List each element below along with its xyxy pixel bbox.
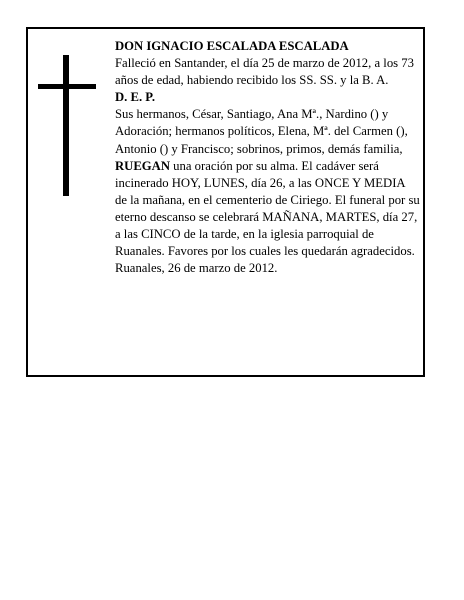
death-statement: Falleció en Santander, el día 25 de marzo de 2012, a los 73 años de edad, habiendo recibido los SS. SS. y la B. A. xyxy=(115,56,414,88)
rip-abbreviation: D. E. P. xyxy=(115,90,156,105)
family-list: Sus hermanos, César, Santiago, Ana Mª., Nardino () y Adoración; hermanos políticos, Elena, Mª. del Carmen (), Antonio () y Francisco; sobrinos, primos, demás familia, xyxy=(115,107,408,156)
request-verb: RUEGAN xyxy=(115,158,170,173)
deceased-name: DON IGNACIO ESCALADA ESCALADA xyxy=(115,39,349,53)
cross-horizontal-bar xyxy=(38,84,96,89)
obituary-text xyxy=(115,38,420,277)
request-paragraph xyxy=(115,158,420,261)
place-date: Ruanales, 26 de marzo de 2012. xyxy=(115,261,278,276)
request-details: una oración por su alma. El cadáver será incinerado HOY, LUNES, día 26, a las ONCE Y MEDIA de la mañana, en el cementerio de Ciriego. El funeral por su eterno descanso se celebrará MAÑANA, MARTES, día 27, a las CINCO de la tarde, en la iglesia parroquial de Ruanales. Favores por los cuales les quedarán agradecidos. xyxy=(115,158,420,259)
cross-vertical-bar xyxy=(63,55,69,196)
